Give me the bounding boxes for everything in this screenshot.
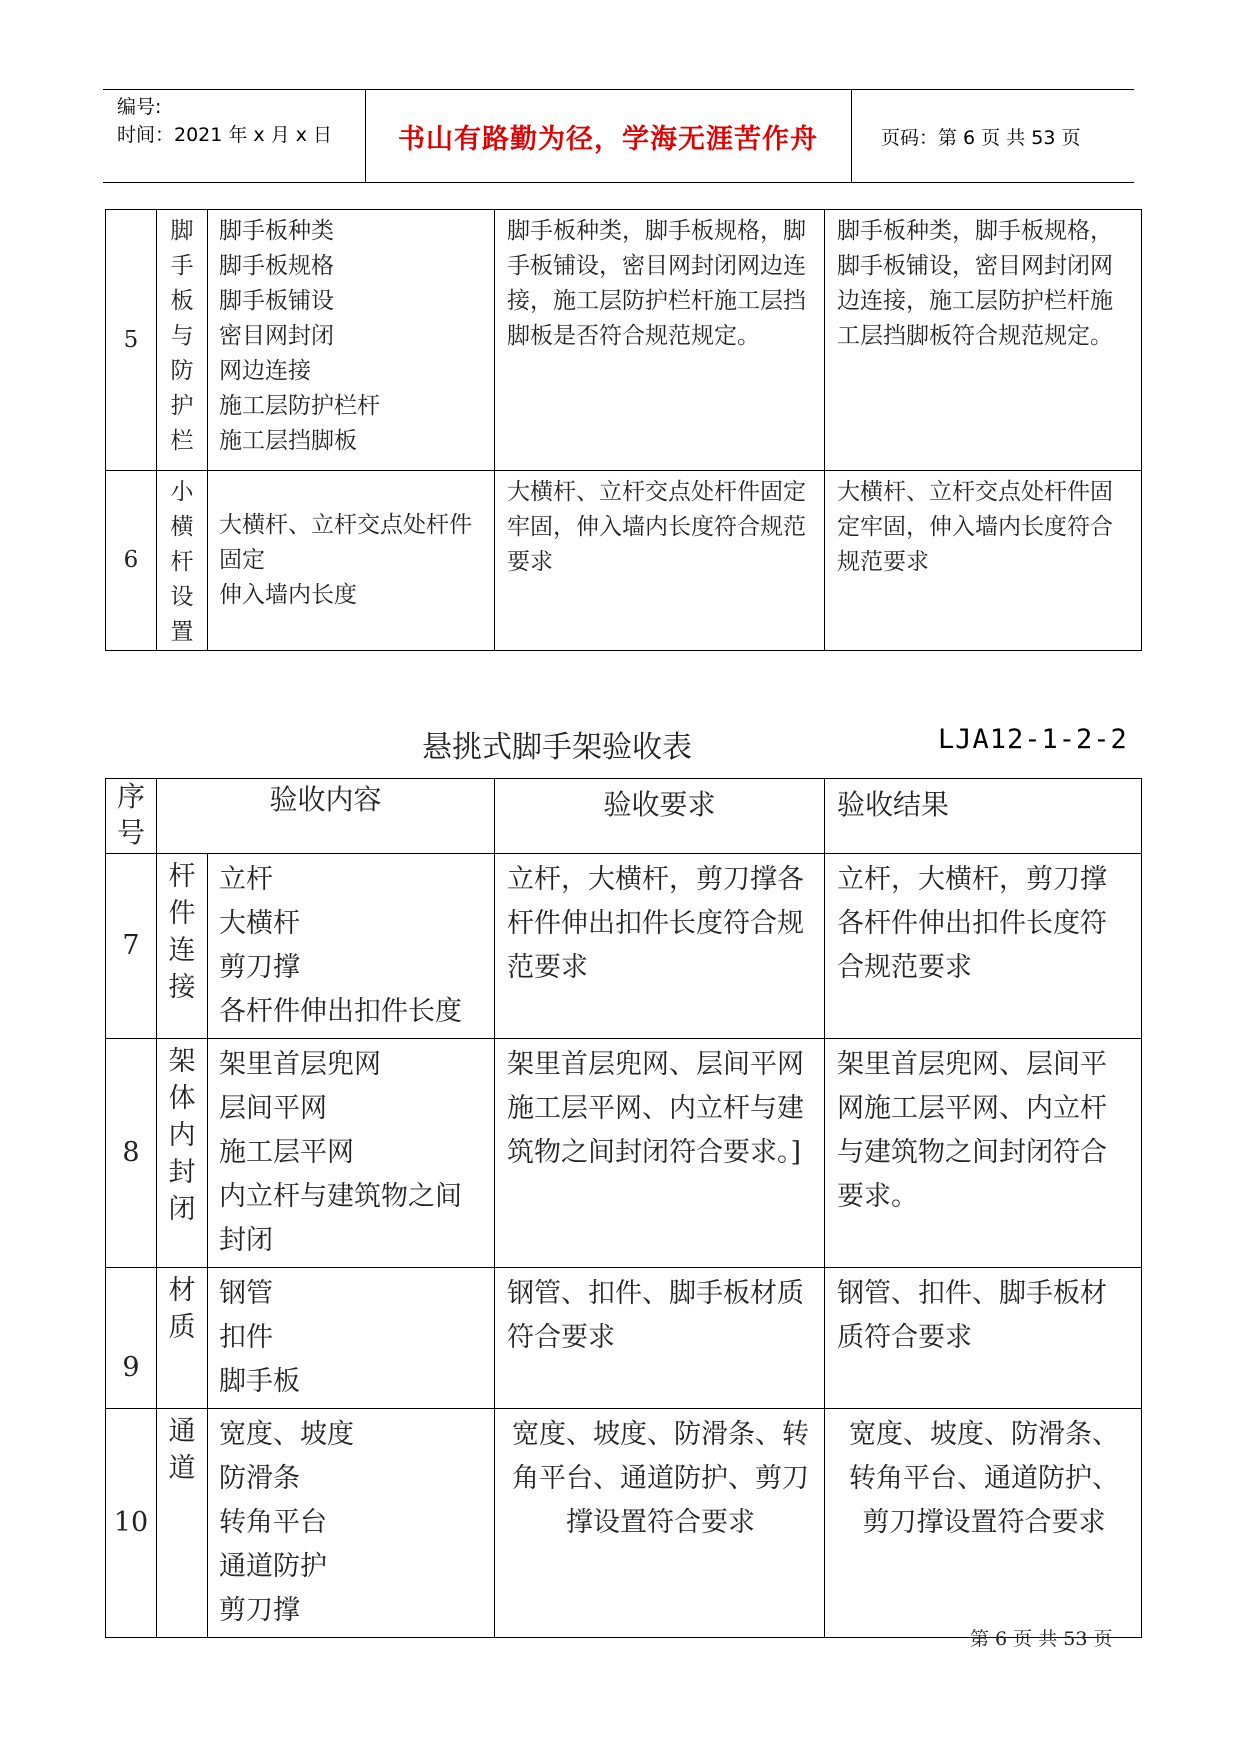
row-category: 杆 件 连 接 — [157, 854, 208, 1039]
row-items: 架里首层兜网 层间平网 施工层平网 内立杆与建筑物之间 封闭 — [208, 1039, 495, 1268]
page-header — [103, 89, 1134, 183]
header-page-label: 页码：第 6 页 共 53 页 — [881, 126, 1081, 149]
document-number-label: 编号: — [117, 96, 162, 118]
row-requirement: 大横杆、立杆交点处杆件固定牢固，伸入墙内长度符合规范要求 — [495, 471, 825, 651]
table-title-bar — [0, 722, 1241, 765]
row-number: 5 — [106, 210, 157, 471]
table-header-row — [106, 779, 1142, 854]
row-category: 架 体 内 封 闭 — [157, 1039, 208, 1268]
row-requirement: 钢管、扣件、脚手板材质符合要求 — [495, 1268, 825, 1409]
row-requirement: 架里首层兜网、层间平网施工层平网、内立杆与建筑物之间封闭符合要求。] — [495, 1039, 825, 1268]
row-number: 6 — [106, 471, 157, 651]
header-num: 序 号 — [106, 779, 157, 854]
scaffold-inspection-table — [105, 778, 1142, 1638]
row-requirement: 脚手板种类，脚手板规格，脚手板铺设，密目网封闭网边连接，施工层防护栏杆施工层挡脚板是否符合规范规定。 — [495, 210, 825, 471]
row-items: 钢管 扣件 脚手板 — [208, 1268, 495, 1409]
table-title: 悬挑式脚手架验收表 — [422, 730, 692, 765]
row-category: 通 道 — [157, 1409, 208, 1638]
table-row — [106, 1039, 1142, 1268]
table-code: LJA12-1-2-2 — [938, 724, 1128, 755]
row-items: 立杆 大横杆 剪刀撑 各杆件伸出扣件长度 — [208, 854, 495, 1039]
row-result: 架里首层兜网、层间平网施工层平网、内立杆与建筑物之间封闭符合要求。 — [825, 1039, 1142, 1268]
row-category: 脚 手 板 与 防 护 栏 — [157, 210, 208, 471]
page-footer: 第 6 页 共 53 页 — [970, 1628, 1113, 1650]
header-motto: 书山有路勤为径，学海无涯苦作舟 — [365, 90, 852, 182]
header-result: 验收结果 — [825, 779, 1142, 854]
row-category: 小 横 杆 设 置 — [157, 471, 208, 651]
table-row — [106, 854, 1142, 1039]
table-row — [106, 1409, 1142, 1638]
table-row — [106, 471, 1142, 651]
row-number: 10 — [106, 1409, 157, 1638]
row-number: 7 — [106, 854, 157, 1039]
row-items: 脚手板种类 脚手板规格 脚手板铺设 密目网封闭 网边连接 施工层防护栏杆 施工层挡脚板 — [208, 210, 495, 471]
header-requirement: 验收要求 — [495, 779, 825, 854]
row-items: 宽度、坡度 防滑条 转角平台 通道防护 剪刀撑 — [208, 1409, 495, 1638]
row-number: 8 — [106, 1039, 157, 1268]
inspection-table-continued — [105, 209, 1142, 651]
row-result: 脚手板种类，脚手板规格，脚手板铺设，密目网封闭网边连接，施工层防护栏杆施工层挡脚板符合规范规定。 — [825, 210, 1142, 471]
document-time-label: 时间：2021 年 x 月 x 日 — [117, 124, 333, 146]
row-items: 大横杆、立杆交点处杆件固定 伸入墙内长度 — [208, 471, 495, 651]
row-result: 大横杆、立杆交点处杆件固定牢固，伸入墙内长度符合规范要求 — [825, 471, 1142, 651]
row-result: 立杆，大横杆，剪刀撑各杆件伸出扣件长度符合规范要求 — [825, 854, 1142, 1039]
header-content: 验收内容 — [157, 779, 495, 854]
row-requirement: 立杆，大横杆，剪刀撑各杆件伸出扣件长度符合规范要求 — [495, 854, 825, 1039]
row-number: 9 — [106, 1268, 157, 1409]
row-result: 钢管、扣件、脚手板材质符合要求 — [825, 1268, 1142, 1409]
row-requirement: 宽度、坡度、防滑条、转角平台、通道防护、剪刀撑设置符合要求 — [495, 1409, 825, 1638]
table-row — [106, 1268, 1142, 1409]
row-category: 材 质 — [157, 1268, 208, 1409]
row-result: 宽度、坡度、防滑条、转角平台、通道防护、剪刀撑设置符合要求 — [825, 1409, 1142, 1638]
header-meta — [103, 90, 366, 182]
table-row — [106, 210, 1142, 471]
